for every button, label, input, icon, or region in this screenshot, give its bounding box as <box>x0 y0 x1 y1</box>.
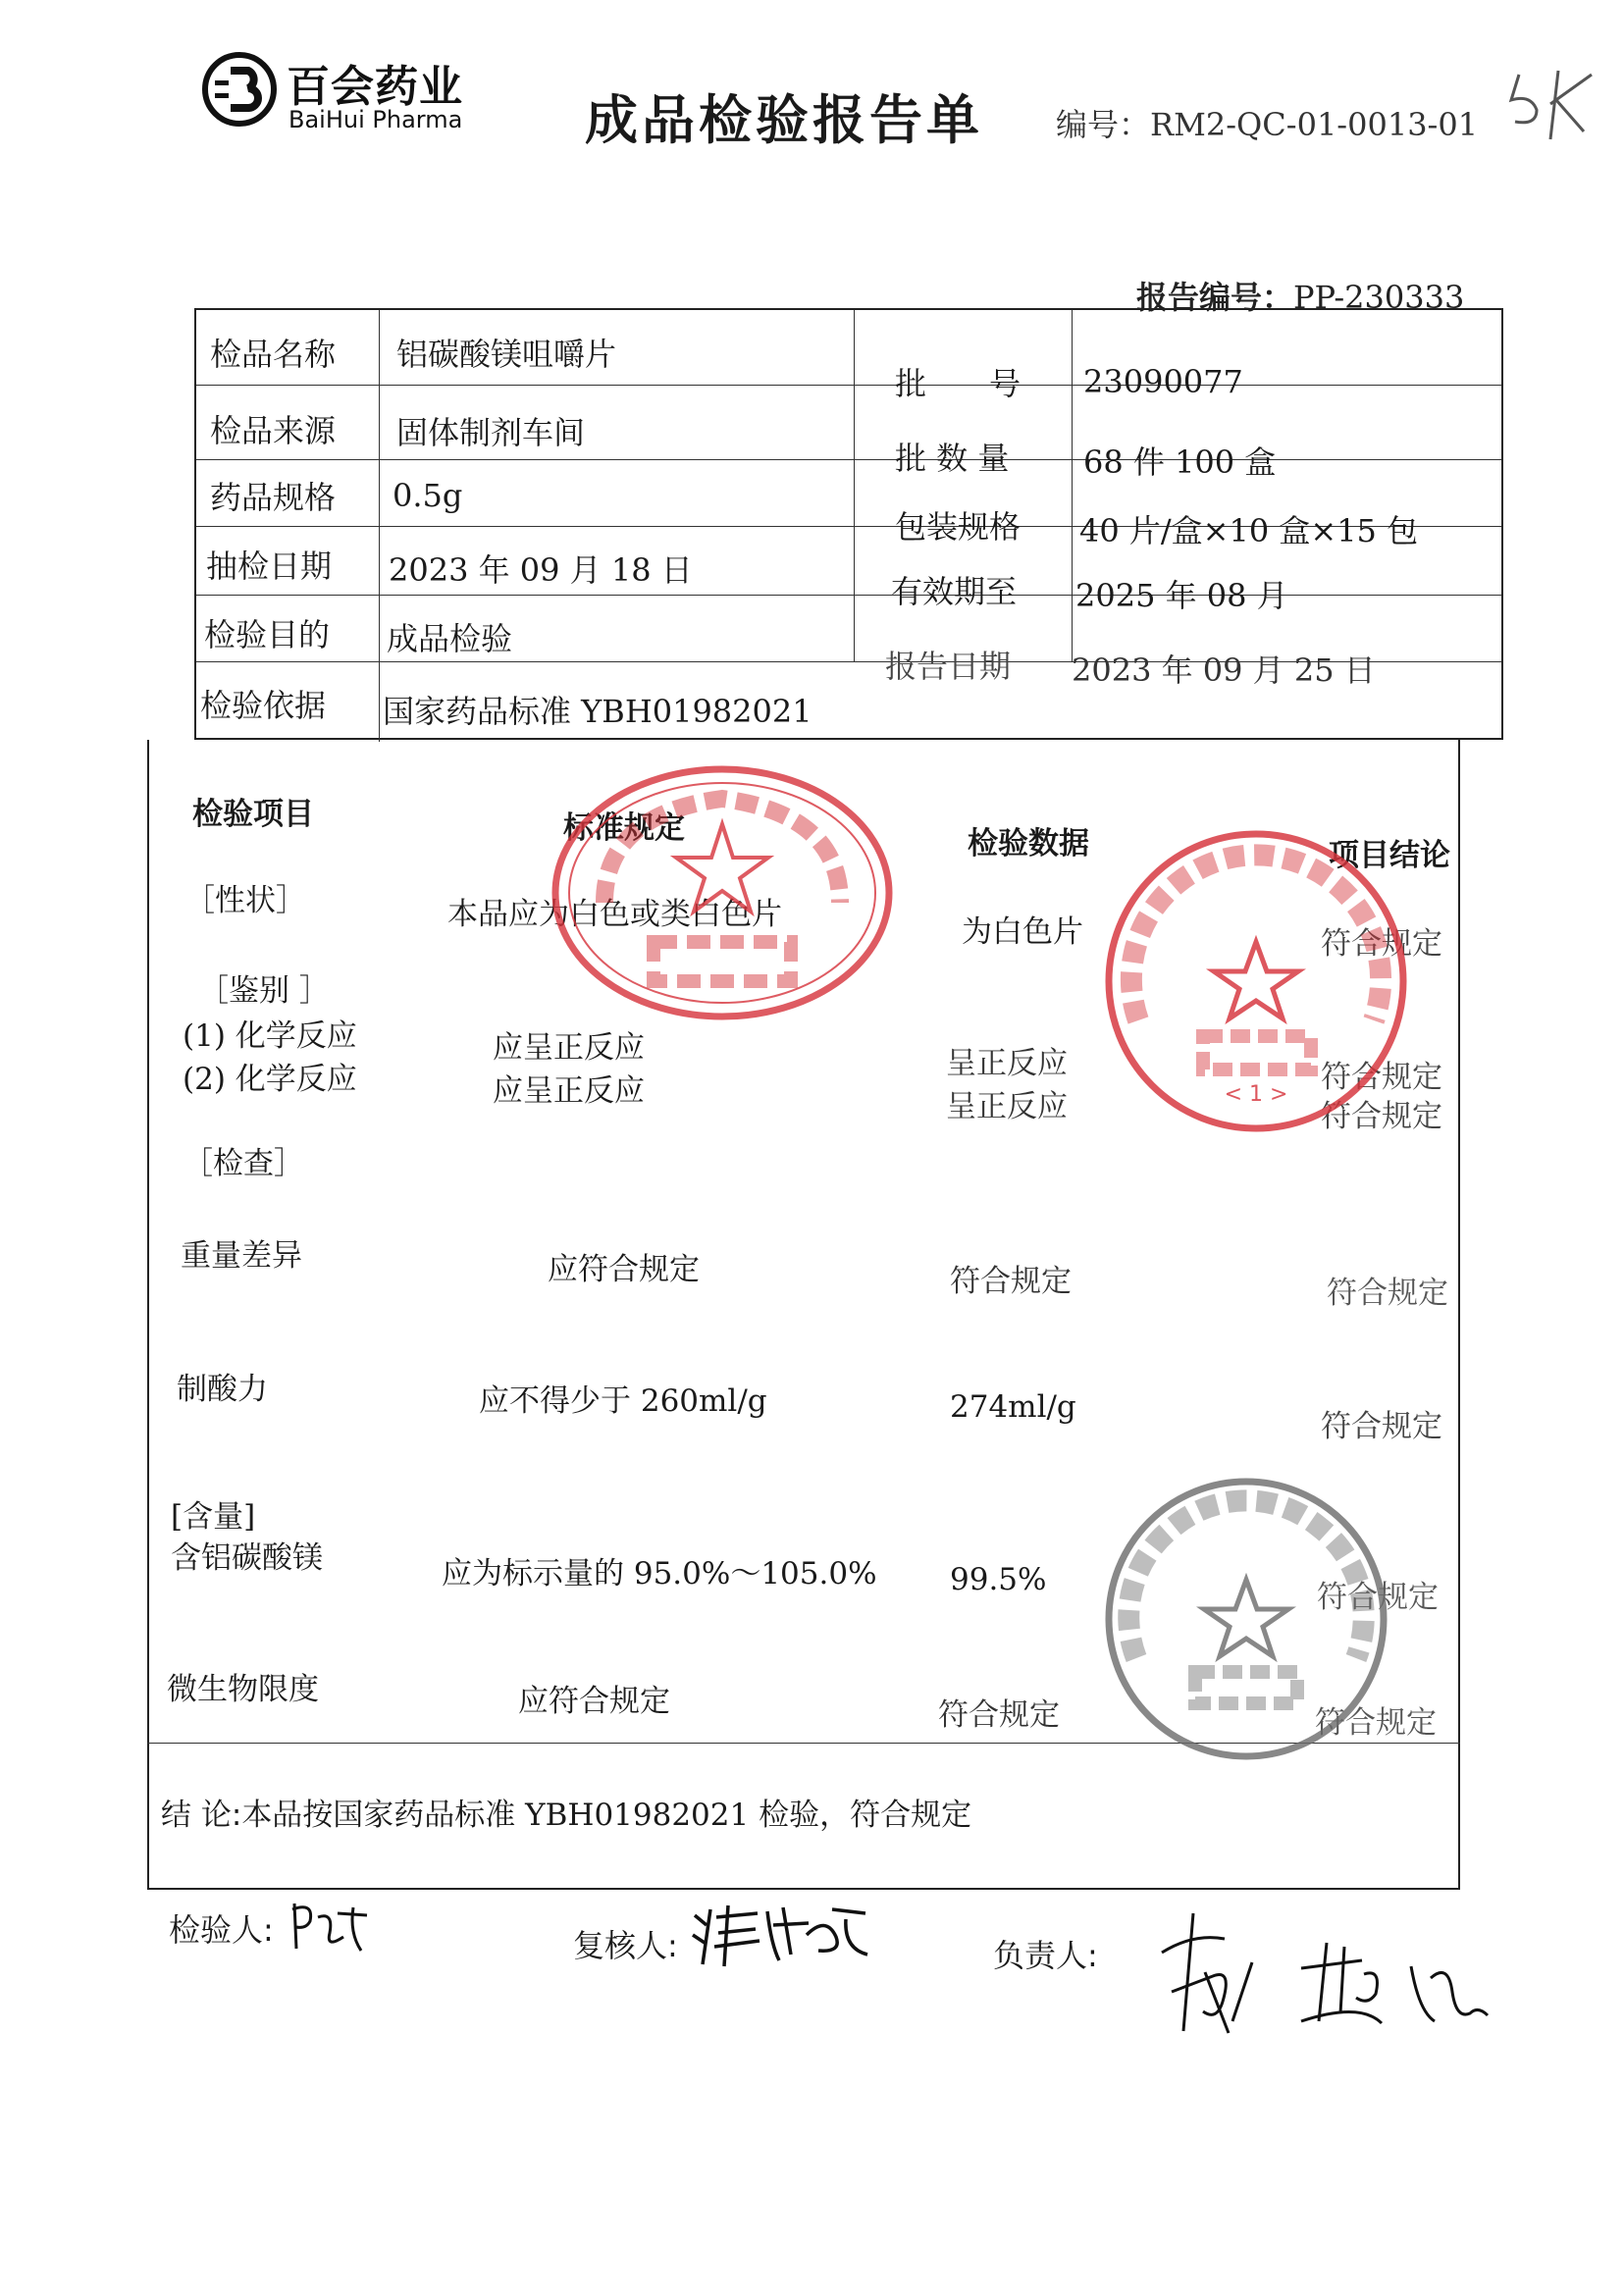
inspection-stamp-gray <box>1099 1472 1393 1766</box>
column-header-data: 检验数据 <box>968 826 1089 861</box>
inspector-label: 检验人: <box>169 1911 274 1949</box>
identification-section: ［鉴别 ］ <box>198 973 330 1009</box>
conclusion <box>161 1790 971 1834</box>
content-data: 99.5% <box>950 1562 1047 1597</box>
ident1-result: 符合规定 <box>1321 1060 1442 1095</box>
content-standard: 应为标示量的 95.0%～105.0% <box>442 1556 877 1591</box>
acid-data: 274ml/g <box>950 1389 1076 1425</box>
purpose-value: 成品检验 <box>387 620 513 657</box>
expiry-label: 有效期至 <box>891 573 1018 610</box>
report-date-label: 报告日期 <box>885 648 1012 685</box>
handwritten-corner-mark <box>1501 61 1609 149</box>
content-result: 符合规定 <box>1317 1580 1439 1615</box>
basis-value: 国家药品标准 YBH01982021 <box>383 693 812 730</box>
ident1-name: (1) 化学反应 <box>183 1018 357 1054</box>
basis-label: 检验依据 <box>200 687 327 724</box>
batch-no-value: 23090077 <box>1083 363 1243 400</box>
content-section: [含量] <box>171 1499 256 1535</box>
acid-result: 符合规定 <box>1321 1409 1442 1444</box>
document-number: 编号：RM2-QC-01-0013-01 <box>1056 106 1479 143</box>
micro-result: 符合规定 <box>1315 1705 1437 1741</box>
appearance-standard: 本品应为白色或类白色片 <box>447 897 782 932</box>
weight-result: 符合规定 <box>1327 1276 1448 1311</box>
column-header-standard: 标准规定 <box>563 810 685 846</box>
conclusion-text: 本品按国家药品标准 YBH01982021 检验，符合规定 <box>241 1798 972 1833</box>
document-title: 成品检验报告单 <box>585 89 983 151</box>
report-number: 报告编号：PP-230333 <box>1136 279 1465 316</box>
sample-name-value: 铝碳酸镁咀嚼片 <box>396 336 617 373</box>
sample-name-label: 检品名称 <box>210 336 337 373</box>
company-logo-icon <box>201 51 278 128</box>
logo-text-en: BaiHui Pharma <box>288 106 463 133</box>
ident2-result: 符合规定 <box>1321 1099 1442 1134</box>
check-section: ［检查］ <box>183 1146 304 1181</box>
appearance-result: 符合规定 <box>1321 926 1442 962</box>
logo-text-cn: 百会药业 <box>287 62 463 112</box>
batch-qty-value: 68 件 100 盒 <box>1083 443 1277 481</box>
pack-label: 包装规格 <box>895 508 1022 546</box>
appearance-data: 为白色片 <box>962 914 1083 950</box>
weight-standard: 应符合规定 <box>548 1252 700 1287</box>
micro-data: 符合规定 <box>938 1697 1060 1733</box>
micro-standard: 应符合规定 <box>518 1684 670 1719</box>
batch-no-label: 批 号 <box>895 365 1022 402</box>
acid-name: 制酸力 <box>177 1372 268 1407</box>
sample-date-label: 抽检日期 <box>206 548 333 585</box>
expiry-value: 2025 年 08 月 <box>1075 577 1288 614</box>
spec-label: 药品规格 <box>210 479 337 516</box>
column-header-conclusion: 项目结论 <box>1329 838 1450 873</box>
appearance-section: ［性状］ <box>184 883 306 918</box>
micro-name: 微生物限度 <box>167 1672 319 1707</box>
info-table <box>194 308 1503 740</box>
source-label: 检品来源 <box>210 412 337 449</box>
spec-value: 0.5g <box>393 477 463 514</box>
content-name: 含铝碳酸镁 <box>171 1540 323 1576</box>
weight-data: 符合规定 <box>950 1264 1072 1299</box>
ident1-standard: 应呈正反应 <box>493 1030 645 1066</box>
reviewer-signature <box>689 1896 875 1974</box>
responsible-label: 负责人: <box>993 1937 1098 1974</box>
ident2-data: 呈正反应 <box>946 1089 1068 1124</box>
conclusion-label: 结 论: <box>161 1798 242 1833</box>
purpose-label: 检验目的 <box>204 616 331 653</box>
report-date-value: 2023 年 09 月 25 日 <box>1072 652 1376 689</box>
inspector-signature <box>285 1894 373 1962</box>
responsible-signature <box>1154 1904 1497 2051</box>
batch-qty-label: 批 数 量 <box>895 440 1010 477</box>
ident2-name: (2) 化学反应 <box>183 1062 357 1097</box>
ident2-standard: 应呈正反应 <box>493 1073 645 1109</box>
column-header-item: 检验项目 <box>192 797 314 832</box>
reviewer-label: 复核人: <box>573 1927 678 1964</box>
quality-department-stamp <box>546 756 899 1030</box>
source-value: 固体制剂车间 <box>396 414 586 451</box>
weight-name: 重量差异 <box>181 1238 302 1274</box>
ident1-data: 呈正反应 <box>946 1046 1068 1081</box>
sample-date-value: 2023 年 09 月 18 日 <box>389 551 693 589</box>
pack-value: 40 片/盒×10 盒×15 包 <box>1079 512 1419 549</box>
acid-standard: 应不得少于 260ml/g <box>479 1383 767 1419</box>
inspection-stamp-red <box>1099 824 1413 1138</box>
svg-text:< 1 >: < 1 > <box>1224 1082 1288 1107</box>
